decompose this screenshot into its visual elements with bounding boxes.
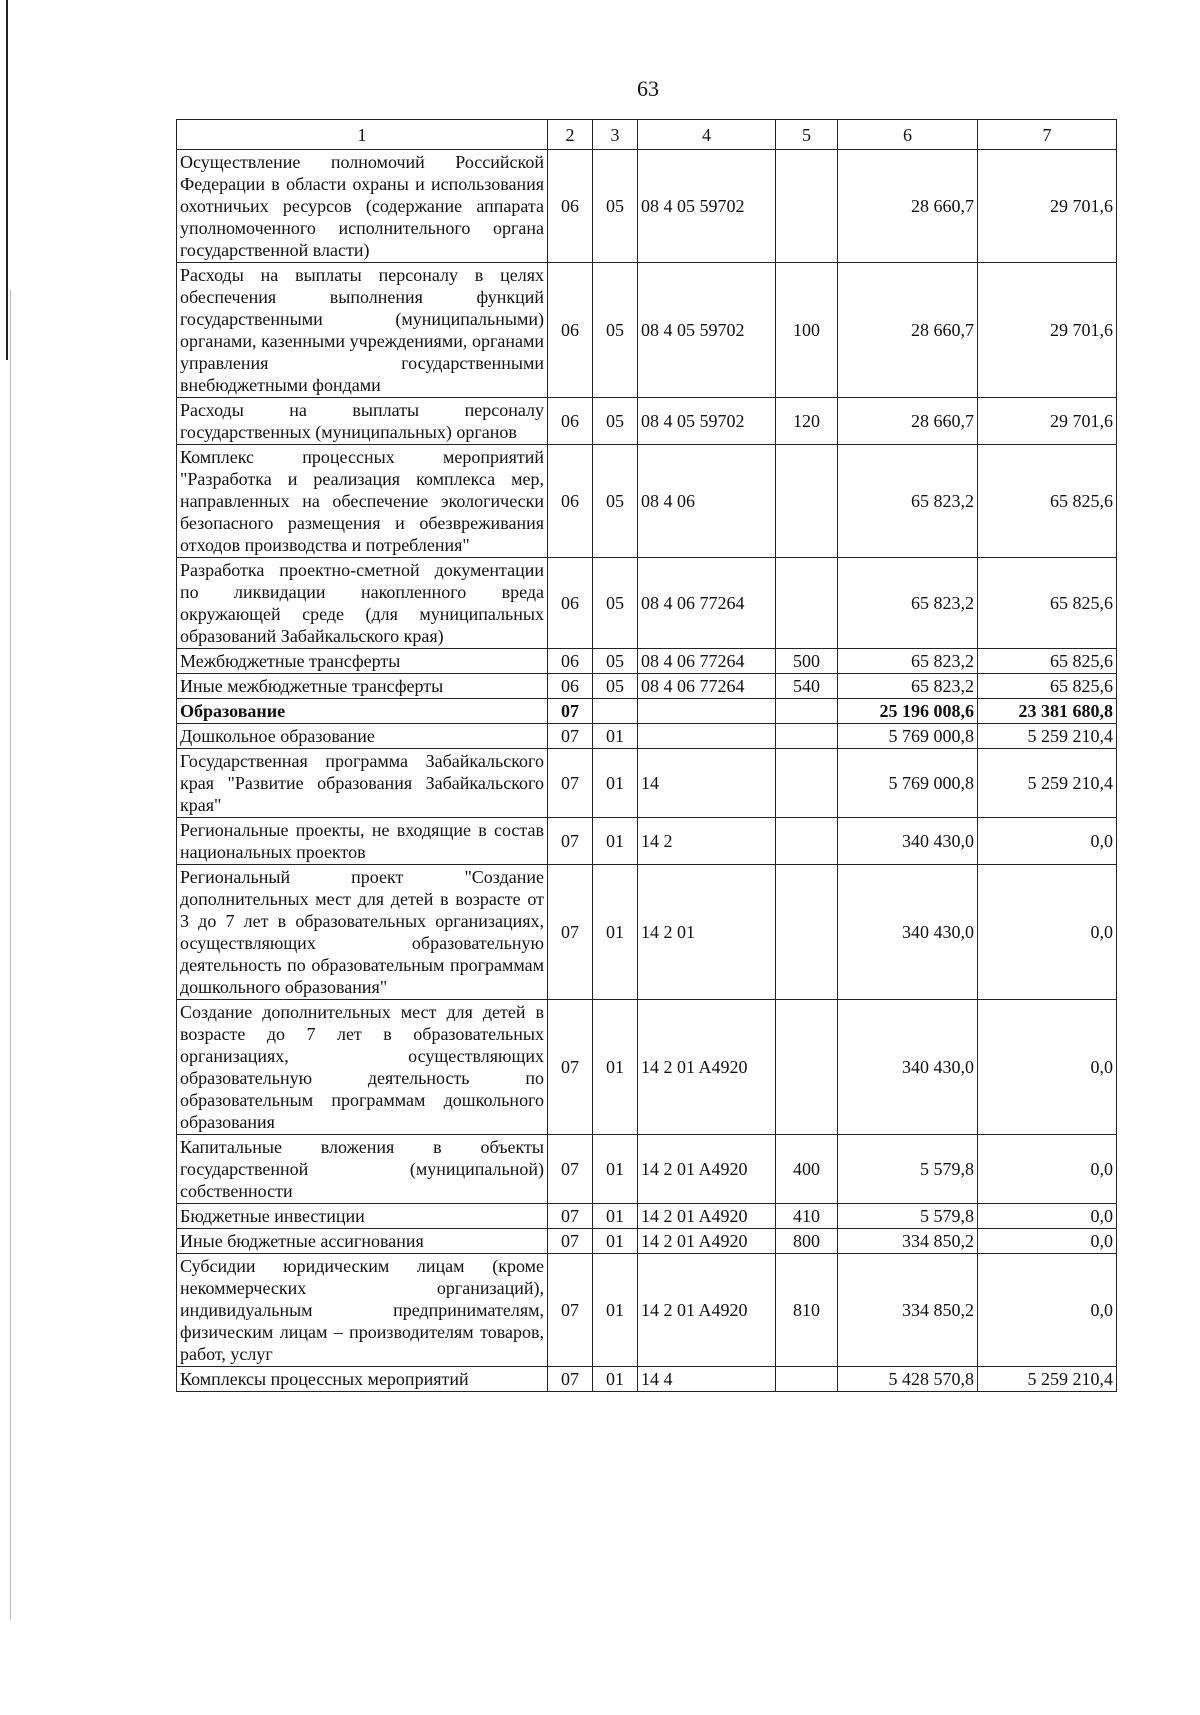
row-amount-year2: 29 701,6: [978, 398, 1117, 445]
row-podrazdel: 05: [593, 445, 638, 558]
row-amount-year1: 28 660,7: [838, 263, 978, 398]
row-razdel: 06: [548, 674, 593, 699]
row-amount-year1: 65 823,2: [838, 558, 978, 649]
row-amount-year2: 0,0: [978, 818, 1117, 865]
row-target-article: 08 4 06: [638, 445, 776, 558]
table-row: [177, 1254, 1117, 1367]
table-row: [177, 818, 1117, 865]
row-amount-year2: 29 701,6: [978, 263, 1117, 398]
table-row: [177, 263, 1117, 398]
row-amount-year2: 5 259 210,4: [978, 724, 1117, 749]
row-amount-year1: 25 196 008,6: [838, 699, 978, 724]
table-row: [177, 699, 1117, 724]
row-name: Иные бюджетные ассигнования: [177, 1229, 548, 1254]
row-name: Дошкольное образование: [177, 724, 548, 749]
row-target-article: 08 4 06 77264: [638, 558, 776, 649]
row-podrazdel: 01: [593, 749, 638, 818]
row-podrazdel: 05: [593, 674, 638, 699]
row-amount-year2: 5 259 210,4: [978, 749, 1117, 818]
header-cell: 2: [548, 120, 593, 150]
table-row: [177, 398, 1117, 445]
row-name: Разработка проектно-сметной документации по ликвидации накопленного вреда окружающей среде (для муниципальных образований Забайкальского края): [177, 558, 548, 649]
row-podrazdel: 01: [593, 1135, 638, 1204]
row-amount-year1: 340 430,0: [838, 818, 978, 865]
row-target-article: [638, 724, 776, 749]
row-amount-year1: 65 823,2: [838, 649, 978, 674]
row-razdel: 06: [548, 263, 593, 398]
row-target-article: 14 2: [638, 818, 776, 865]
row-amount-year1: 28 660,7: [838, 398, 978, 445]
row-amount-year2: 0,0: [978, 1254, 1117, 1367]
row-name: Образование: [177, 699, 548, 724]
row-amount-year2: 0,0: [978, 865, 1117, 1000]
row-expense-type: [776, 818, 838, 865]
table-row: [177, 1135, 1117, 1204]
row-expense-type: [776, 724, 838, 749]
row-target-article: 08 4 06 77264: [638, 674, 776, 699]
row-target-article: 14 2 01 A4920: [638, 1229, 776, 1254]
row-name: Комплексы процессных мероприятий: [177, 1367, 548, 1392]
table-row: [177, 1229, 1117, 1254]
table-row: [177, 150, 1117, 263]
row-amount-year1: 5 579,8: [838, 1135, 978, 1204]
row-razdel: 07: [548, 724, 593, 749]
table-row: [177, 749, 1117, 818]
row-expense-type: [776, 150, 838, 263]
row-podrazdel: 01: [593, 1254, 638, 1367]
row-target-article: 08 4 05 59702: [638, 150, 776, 263]
table-row: [177, 1367, 1117, 1392]
row-razdel: 07: [548, 1135, 593, 1204]
row-expense-type: 120: [776, 398, 838, 445]
header-cell: 3: [593, 120, 638, 150]
table-row: [177, 558, 1117, 649]
row-expense-type: [776, 1367, 838, 1392]
row-expense-type: 800: [776, 1229, 838, 1254]
row-name: Создание дополнительных мест для детей в возрасте до 7 лет в образовательных организациях, осуществляющих образовательную деятельность по образовательным программам дошкольного образования: [177, 1000, 548, 1135]
row-podrazdel: 05: [593, 558, 638, 649]
row-razdel: 07: [548, 818, 593, 865]
row-expense-type: 400: [776, 1135, 838, 1204]
row-amount-year1: 334 850,2: [838, 1254, 978, 1367]
row-expense-type: 810: [776, 1254, 838, 1367]
scan-edge-line-faint: [10, 290, 11, 1620]
row-expense-type: [776, 558, 838, 649]
header-row: [177, 120, 1117, 150]
row-podrazdel: 05: [593, 649, 638, 674]
row-amount-year1: 5 428 570,8: [838, 1367, 978, 1392]
row-razdel: 07: [548, 749, 593, 818]
row-razdel: 06: [548, 445, 593, 558]
row-amount-year2: 65 825,6: [978, 445, 1117, 558]
row-name: Межбюджетные трансферты: [177, 649, 548, 674]
row-podrazdel: 01: [593, 865, 638, 1000]
row-amount-year1: 65 823,2: [838, 445, 978, 558]
row-name: Субсидии юридическим лицам (кроме некоммерческих организаций), индивидуальным предпринимателям, физическим лицам – производителям товаров, работ, услуг: [177, 1254, 548, 1367]
table-row: [177, 865, 1117, 1000]
header-cell: 5: [776, 120, 838, 150]
row-expense-type: 100: [776, 263, 838, 398]
row-expense-type: 500: [776, 649, 838, 674]
row-name: Комплекс процессных мероприятий "Разработка и реализация комплекса мер, направленных на обеспечение экологически безопасного размещения и обезвреживания отходов производства и потребления": [177, 445, 548, 558]
row-name: Расходы на выплаты персоналу в целях обеспечения выполнения функций государственными (муниципальными) органами, казенными учреждениями, органами управления государственными внебюджетными фондами: [177, 263, 548, 398]
header-cell: 1: [177, 120, 548, 150]
row-razdel: 07: [548, 1204, 593, 1229]
row-amount-year2: 23 381 680,8: [978, 699, 1117, 724]
row-amount-year2: 65 825,6: [978, 674, 1117, 699]
row-podrazdel: 01: [593, 818, 638, 865]
row-amount-year1: 340 430,0: [838, 1000, 978, 1135]
row-amount-year2: 0,0: [978, 1135, 1117, 1204]
budget-table: [176, 119, 1117, 1392]
row-target-article: 14 4: [638, 1367, 776, 1392]
row-podrazdel: 01: [593, 1000, 638, 1135]
row-razdel: 07: [548, 1254, 593, 1367]
row-target-article: 08 4 06 77264: [638, 649, 776, 674]
row-razdel: 06: [548, 649, 593, 674]
table-row: [177, 724, 1117, 749]
row-name: Бюджетные инвестиции: [177, 1204, 548, 1229]
table-row: [177, 1204, 1117, 1229]
row-target-article: 14 2 01 A4920: [638, 1000, 776, 1135]
row-target-article: 14 2 01 A4920: [638, 1254, 776, 1367]
row-podrazdel: 01: [593, 724, 638, 749]
row-target-article: [638, 699, 776, 724]
row-amount-year1: 28 660,7: [838, 150, 978, 263]
row-amount-year1: 65 823,2: [838, 674, 978, 699]
row-expense-type: [776, 865, 838, 1000]
row-razdel: 07: [548, 1229, 593, 1254]
row-name: Расходы на выплаты персоналу государственных (муниципальных) органов: [177, 398, 548, 445]
row-name: Капитальные вложения в объекты государственной (муниципальной) собственности: [177, 1135, 548, 1204]
row-expense-type: [776, 1000, 838, 1135]
row-target-article: 08 4 05 59702: [638, 398, 776, 445]
header-cell: 7: [978, 120, 1117, 150]
row-razdel: 06: [548, 150, 593, 263]
table-row: [177, 649, 1117, 674]
row-amount-year2: 5 259 210,4: [978, 1367, 1117, 1392]
row-podrazdel: 05: [593, 398, 638, 445]
scan-edge-line: [6, 0, 8, 360]
row-amount-year2: 0,0: [978, 1000, 1117, 1135]
row-amount-year2: 65 825,6: [978, 558, 1117, 649]
row-podrazdel: 01: [593, 1367, 638, 1392]
row-amount-year2: 0,0: [978, 1204, 1117, 1229]
table-row: [177, 1000, 1117, 1135]
row-expense-type: [776, 445, 838, 558]
row-amount-year2: 65 825,6: [978, 649, 1117, 674]
row-name: Региональный проект "Создание дополнительных мест для детей в возрасте от 3 до 7 лет в образовательных организациях, осуществляющих образовательную деятельность по образовательным программам дошкольного образования": [177, 865, 548, 1000]
row-name: Государственная программа Забайкальского края "Развитие образования Забайкальского края": [177, 749, 548, 818]
row-razdel: 06: [548, 558, 593, 649]
row-razdel: 07: [548, 1367, 593, 1392]
row-name: Региональные проекты, не входящие в состав национальных проектов: [177, 818, 548, 865]
row-amount-year1: 334 850,2: [838, 1229, 978, 1254]
row-target-article: 14 2 01 A4920: [638, 1204, 776, 1229]
row-amount-year2: 0,0: [978, 1229, 1117, 1254]
row-podrazdel: [593, 699, 638, 724]
header-cell: 6: [838, 120, 978, 150]
row-amount-year1: 5 579,8: [838, 1204, 978, 1229]
row-razdel: 06: [548, 398, 593, 445]
row-name: Осуществление полномочий Российской Федерации в области охраны и использования охотничьих ресурсов (содержание аппарата уполномоченного исполнительного органа государственной власти): [177, 150, 548, 263]
row-podrazdel: 05: [593, 150, 638, 263]
row-podrazdel: 05: [593, 263, 638, 398]
row-amount-year1: 5 769 000,8: [838, 724, 978, 749]
row-podrazdel: 01: [593, 1204, 638, 1229]
row-amount-year2: 29 701,6: [978, 150, 1117, 263]
row-target-article: 08 4 05 59702: [638, 263, 776, 398]
row-razdel: 07: [548, 865, 593, 1000]
row-expense-type: [776, 699, 838, 724]
row-name: Иные межбюджетные трансферты: [177, 674, 548, 699]
row-amount-year1: 340 430,0: [838, 865, 978, 1000]
table-row: [177, 445, 1117, 558]
row-razdel: 07: [548, 1000, 593, 1135]
header-cell: 4: [638, 120, 776, 150]
row-expense-type: 540: [776, 674, 838, 699]
row-target-article: 14: [638, 749, 776, 818]
row-expense-type: [776, 749, 838, 818]
row-target-article: 14 2 01: [638, 865, 776, 1000]
table-row: [177, 674, 1117, 699]
page-number: 63: [637, 76, 659, 101]
row-expense-type: 410: [776, 1204, 838, 1229]
row-amount-year1: 5 769 000,8: [838, 749, 978, 818]
row-target-article: 14 2 01 A4920: [638, 1135, 776, 1204]
row-podrazdel: 01: [593, 1229, 638, 1254]
row-razdel: 07: [548, 699, 593, 724]
